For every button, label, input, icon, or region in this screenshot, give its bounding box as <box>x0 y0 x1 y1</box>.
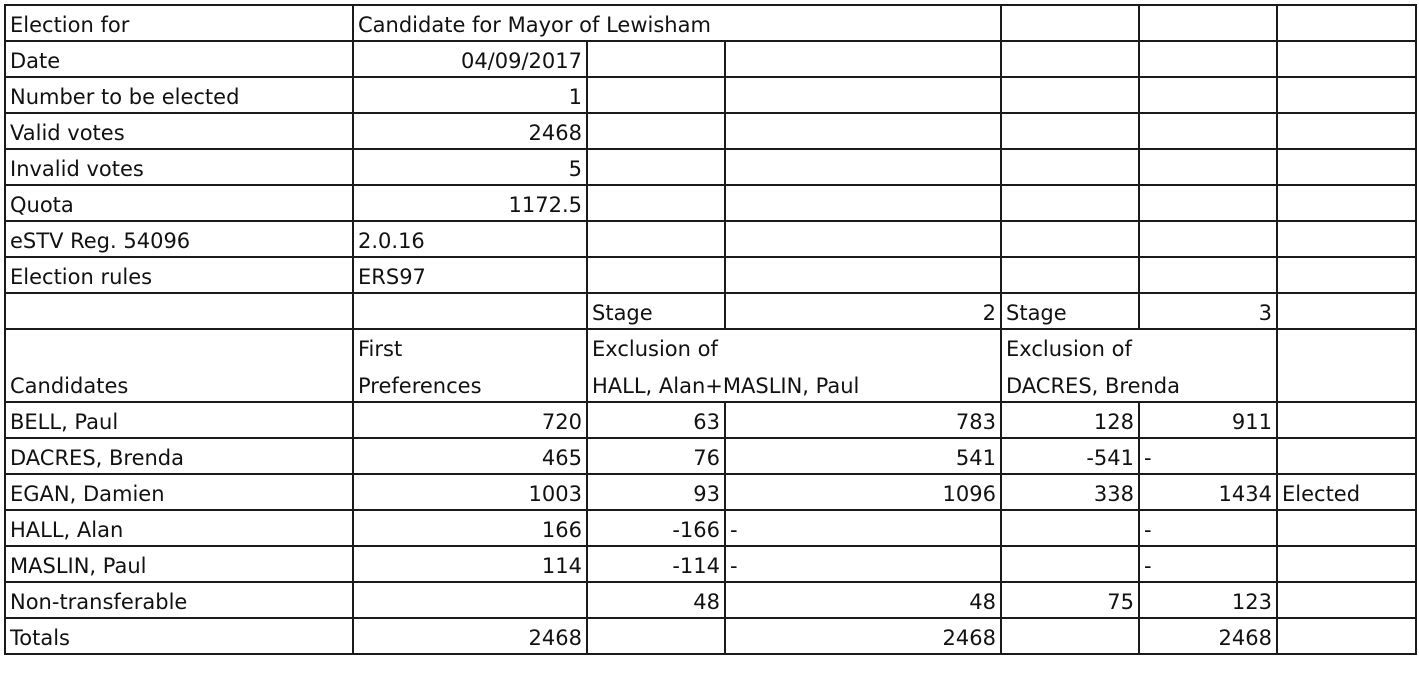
empty-cell <box>587 185 725 221</box>
stage2-transfer: -114 <box>587 546 725 582</box>
empty-cell <box>1001 113 1139 149</box>
empty-cell <box>587 113 725 149</box>
empty-cell <box>1139 113 1277 149</box>
empty-cell <box>1001 221 1139 257</box>
first-preferences-heading: Preferences <box>353 364 587 402</box>
info-value: 1 <box>353 77 587 113</box>
first-preferences-value: 114 <box>353 546 587 582</box>
info-label: Election for <box>5 5 353 41</box>
info-value: Candidate for Mayor of Lewisham <box>353 5 1001 41</box>
exclusion-heading: Exclusion of <box>1001 329 1277 364</box>
table-row <box>5 438 1416 474</box>
info-value: ERS97 <box>353 257 587 293</box>
candidate-rows <box>5 402 1416 654</box>
stage3-total: 1434 <box>1139 474 1277 510</box>
empty-cell <box>1277 5 1416 41</box>
status-cell <box>1277 546 1416 582</box>
first-preferences-heading: First <box>353 329 587 364</box>
info-label: Date <box>5 41 353 77</box>
stage3-total: - <box>1139 510 1277 546</box>
stage2-total: 48 <box>725 582 1001 618</box>
stage-number: 2 <box>725 293 1001 329</box>
empty-cell <box>587 257 725 293</box>
empty-cell <box>1139 5 1277 41</box>
candidate-name: HALL, Alan <box>5 510 353 546</box>
empty-cell <box>725 221 1001 257</box>
empty-cell <box>725 149 1001 185</box>
stage2-transfer: -166 <box>587 510 725 546</box>
table-row <box>5 582 1416 618</box>
table-row <box>5 618 1416 654</box>
info-value: 04/09/2017 <box>353 41 587 77</box>
first-preferences-value <box>353 582 587 618</box>
candidate-name: BELL, Paul <box>5 402 353 438</box>
empty-cell <box>1139 149 1277 185</box>
excluded-candidates: DACRES, Brenda <box>1001 364 1277 402</box>
empty-cell <box>1277 329 1416 364</box>
stage3-transfer <box>1001 546 1139 582</box>
stage-label: Stage <box>1001 293 1139 329</box>
stage2-transfer: 93 <box>587 474 725 510</box>
stage3-transfer: 128 <box>1001 402 1139 438</box>
stage-number: 3 <box>1139 293 1277 329</box>
stage3-transfer <box>1001 618 1139 654</box>
empty-cell <box>1001 5 1139 41</box>
empty-cell <box>1001 77 1139 113</box>
empty-cell <box>725 41 1001 77</box>
table-row <box>5 474 1416 510</box>
empty-cell <box>1277 221 1416 257</box>
excluded-candidates: HALL, Alan+MASLIN, Paul <box>587 364 1001 402</box>
empty-cell <box>1277 113 1416 149</box>
empty-cell <box>587 149 725 185</box>
stage2-total: 541 <box>725 438 1001 474</box>
status-cell: Elected <box>1277 474 1416 510</box>
stage2-total: - <box>725 546 1001 582</box>
empty-cell <box>1139 257 1277 293</box>
table-row <box>5 510 1416 546</box>
candidate-name: MASLIN, Paul <box>5 546 353 582</box>
table-row <box>5 402 1416 438</box>
stage-label: Stage <box>587 293 725 329</box>
exclusion-heading: Exclusion of <box>587 329 1001 364</box>
stage2-total: 2468 <box>725 618 1001 654</box>
candidate-name: Non-transferable <box>5 582 353 618</box>
empty-cell <box>1001 41 1139 77</box>
status-cell <box>1277 438 1416 474</box>
candidate-name: Totals <box>5 618 353 654</box>
empty-cell <box>587 41 725 77</box>
info-label: Number to be elected <box>5 77 353 113</box>
info-label: eSTV Reg. 54096 <box>5 221 353 257</box>
empty-cell <box>1277 41 1416 77</box>
empty-cell <box>1139 185 1277 221</box>
first-preferences-value: 1003 <box>353 474 587 510</box>
empty-cell <box>1139 77 1277 113</box>
empty-cell <box>5 329 353 364</box>
empty-cell <box>5 293 353 329</box>
empty-cell <box>1001 257 1139 293</box>
status-cell <box>1277 618 1416 654</box>
empty-cell <box>725 113 1001 149</box>
empty-cell <box>1277 77 1416 113</box>
empty-cell <box>725 77 1001 113</box>
stage2-total: 1096 <box>725 474 1001 510</box>
candidates-heading: Candidates <box>5 364 353 402</box>
stage3-transfer <box>1001 510 1139 546</box>
stage3-transfer: -541 <box>1001 438 1139 474</box>
info-value: 1172.5 <box>353 185 587 221</box>
empty-cell <box>587 77 725 113</box>
election-results-table <box>4 4 1417 655</box>
status-cell <box>1277 582 1416 618</box>
status-cell <box>1277 510 1416 546</box>
empty-cell <box>1277 364 1416 402</box>
stage3-total: - <box>1139 546 1277 582</box>
stage2-transfer: 48 <box>587 582 725 618</box>
empty-cell <box>1001 185 1139 221</box>
empty-cell <box>587 221 725 257</box>
empty-cell <box>1277 293 1416 329</box>
info-label: Election rules <box>5 257 353 293</box>
empty-cell <box>1277 185 1416 221</box>
info-label: Quota <box>5 185 353 221</box>
empty-cell <box>1277 149 1416 185</box>
first-preferences-value: 465 <box>353 438 587 474</box>
empty-cell <box>725 185 1001 221</box>
stage2-total: 783 <box>725 402 1001 438</box>
empty-cell <box>1277 257 1416 293</box>
empty-cell <box>1001 149 1139 185</box>
candidate-name: EGAN, Damien <box>5 474 353 510</box>
stage3-transfer: 338 <box>1001 474 1139 510</box>
stage3-total: - <box>1139 438 1277 474</box>
stage2-transfer: 63 <box>587 402 725 438</box>
stage3-total: 2468 <box>1139 618 1277 654</box>
info-value: 5 <box>353 149 587 185</box>
stage2-total: - <box>725 510 1001 546</box>
stage3-total: 911 <box>1139 402 1277 438</box>
stage3-total: 123 <box>1139 582 1277 618</box>
first-preferences-value: 2468 <box>353 618 587 654</box>
info-value: 2468 <box>353 113 587 149</box>
info-label: Invalid votes <box>5 149 353 185</box>
info-value: 2.0.16 <box>353 221 587 257</box>
status-cell <box>1277 402 1416 438</box>
stage2-transfer <box>587 618 725 654</box>
info-label: Valid votes <box>5 113 353 149</box>
empty-cell <box>1139 221 1277 257</box>
stage2-transfer: 76 <box>587 438 725 474</box>
empty-cell <box>1139 41 1277 77</box>
table-row <box>5 546 1416 582</box>
candidate-name: DACRES, Brenda <box>5 438 353 474</box>
first-preferences-value: 720 <box>353 402 587 438</box>
empty-cell <box>353 293 587 329</box>
first-preferences-value: 166 <box>353 510 587 546</box>
stage3-transfer: 75 <box>1001 582 1139 618</box>
empty-cell <box>725 257 1001 293</box>
